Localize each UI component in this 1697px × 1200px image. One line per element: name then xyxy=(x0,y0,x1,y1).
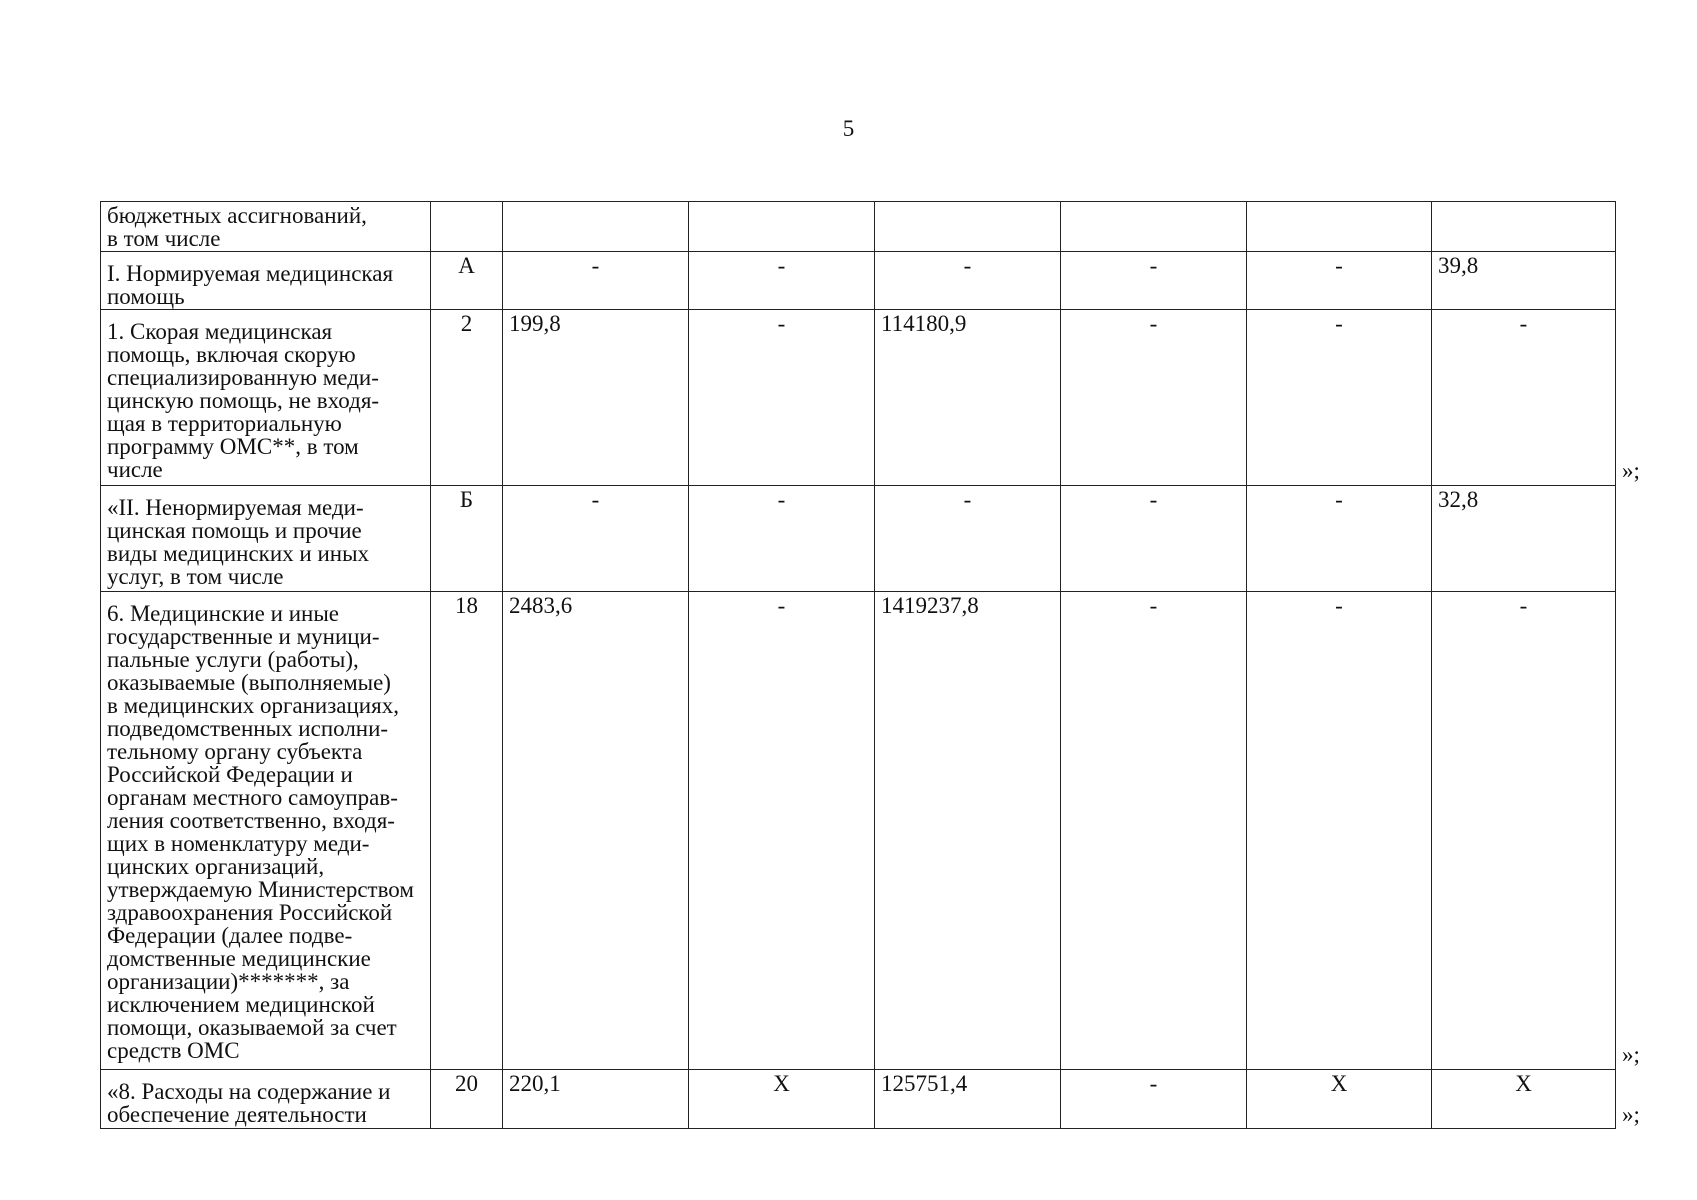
value-cell: - xyxy=(689,592,875,1070)
value-cell xyxy=(1247,202,1432,252)
value-cell xyxy=(875,202,1061,252)
value-cell: - xyxy=(689,310,875,486)
value-cell: - xyxy=(1061,486,1247,592)
value-cell: Х xyxy=(1432,1070,1616,1129)
table-row xyxy=(101,202,1616,252)
value-cell: - xyxy=(503,486,689,592)
closing-quote-mark: »; xyxy=(1622,1102,1640,1127)
value-cell: - xyxy=(1432,592,1616,1070)
value-cell: 114180,9 xyxy=(875,310,1061,486)
closing-quote-mark: »; xyxy=(1622,458,1640,483)
closing-quote-mark: »; xyxy=(1622,1042,1640,1067)
value-cell: 125751,4 xyxy=(875,1070,1061,1129)
value-cell xyxy=(689,202,875,252)
value-cell: Х xyxy=(689,1070,875,1129)
value-cell: - xyxy=(1432,310,1616,486)
row-code-cell: 20 xyxy=(431,1070,503,1129)
table-row xyxy=(101,1070,1616,1129)
row-name-cell: бюджетных ассигнований, в том числе xyxy=(101,202,431,252)
value-cell: - xyxy=(1247,252,1432,310)
value-cell: 2483,6 xyxy=(503,592,689,1070)
value-cell: - xyxy=(689,486,875,592)
value-cell: Х xyxy=(1247,1070,1432,1129)
value-cell: - xyxy=(875,486,1061,592)
row-name-cell: 6. Медицинские и иные государственные и муници- пальные услуги (работы), оказываемые (выполняемые) в медицинских организациях, подведомственных исполни- тельному органу субъекта Российской Федерации и органам местного самоуправ- ления соответственно, входя- щих в номенклатуру меди- цинских организаций, утверждаемую Министерством здравоохранения Российской Федерации (далее подве- домственные медицинские организации)*******, за исключением медицинской помощи, оказываемой за счет средств ОМС xyxy=(101,592,431,1070)
row-name-cell: «8. Расходы на содержание и обеспечение деятельности xyxy=(101,1070,431,1129)
value-cell: 199,8 xyxy=(503,310,689,486)
value-cell: 220,1 xyxy=(503,1070,689,1129)
value-cell xyxy=(1432,202,1616,252)
value-cell: - xyxy=(1247,310,1432,486)
budget-table xyxy=(100,201,1616,1129)
row-name-cell: I. Нормируемая медицинская помощь xyxy=(101,252,431,310)
value-cell xyxy=(1061,202,1247,252)
value-cell: - xyxy=(1061,252,1247,310)
row-code-cell: А xyxy=(431,252,503,310)
row-code-cell xyxy=(431,202,503,252)
value-cell: - xyxy=(503,252,689,310)
row-code-cell: 2 xyxy=(431,310,503,486)
table-row xyxy=(101,310,1616,486)
row-name-cell: 1. Скорая медицинская помощь, включая скорую специализированную меди- цинскую помощь, не входя- щая в территориальную программу ОМС**, в том числе xyxy=(101,310,431,486)
value-cell: - xyxy=(1061,592,1247,1070)
value-cell: - xyxy=(1247,486,1432,592)
table-row xyxy=(101,592,1616,1070)
row-name-cell: «II. Ненормируемая меди- цинская помощь и прочие виды медицинских и иных услуг, в том числе xyxy=(101,486,431,592)
row-code-cell: 18 xyxy=(431,592,503,1070)
value-cell: - xyxy=(875,252,1061,310)
value-cell: - xyxy=(1061,1070,1247,1129)
value-cell xyxy=(503,202,689,252)
value-cell: 39,8 xyxy=(1432,252,1616,310)
row-code-cell: Б xyxy=(431,486,503,592)
value-cell: - xyxy=(689,252,875,310)
value-cell: 32,8 xyxy=(1432,486,1616,592)
table-row xyxy=(101,252,1616,310)
table-row xyxy=(101,486,1616,592)
value-cell: 1419237,8 xyxy=(875,592,1061,1070)
value-cell: - xyxy=(1061,310,1247,486)
page-number: 5 xyxy=(842,116,855,141)
value-cell: - xyxy=(1247,592,1432,1070)
